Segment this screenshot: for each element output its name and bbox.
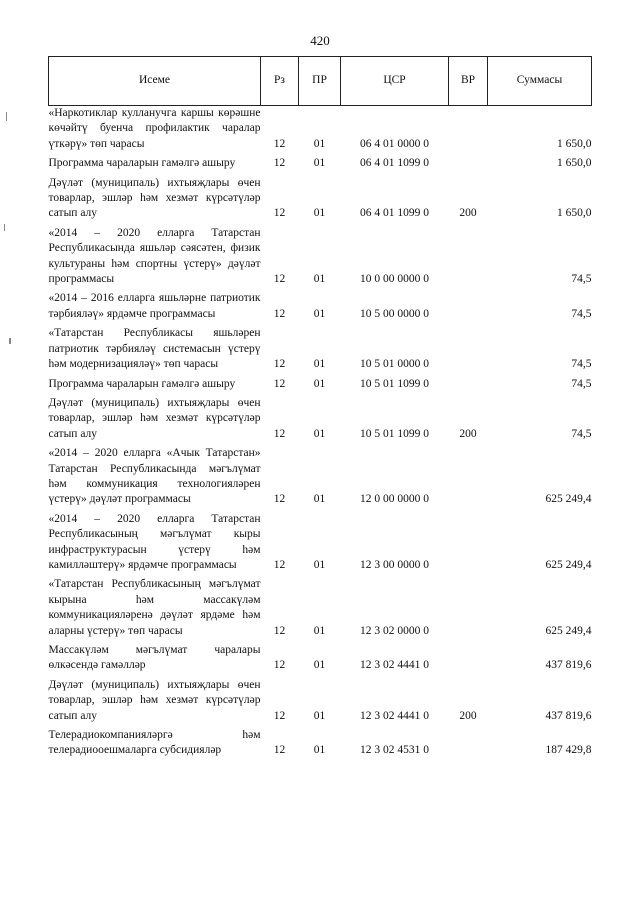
- header-csr: ЦСР: [341, 57, 449, 106]
- table-row: [49, 512, 592, 578]
- row-sum: 1 650,0: [557, 137, 592, 150]
- row-rz: 12: [273, 558, 286, 571]
- row-csr: 12 3 02 0000 0: [360, 624, 429, 637]
- row-csr: 12 3 02 4441 0: [360, 709, 429, 722]
- row-vr: 200: [459, 207, 477, 220]
- row-pr: 01: [313, 273, 326, 286]
- table-row: [49, 678, 592, 728]
- header-name: Исеме: [49, 57, 261, 106]
- row-pr: 01: [313, 137, 326, 150]
- header-pr: ПР: [299, 57, 341, 106]
- row-rz: 12: [273, 624, 286, 637]
- scan-speck: [6, 112, 7, 121]
- row-rz: 12: [273, 307, 286, 320]
- row-vr: [449, 291, 488, 326]
- row-vr: [449, 226, 488, 292]
- row-sum: 1 650,0: [557, 207, 592, 220]
- table-row: [49, 291, 592, 326]
- row-csr: 12 3 02 4531 0: [360, 744, 429, 757]
- table-row: [49, 396, 592, 446]
- row-pr: 01: [313, 624, 326, 637]
- table-row: [49, 643, 592, 678]
- row-vr: 200: [459, 427, 477, 440]
- row-pr: 01: [313, 558, 326, 571]
- row-vr: 200: [459, 709, 477, 722]
- row-csr: 10 5 01 1099 0: [360, 427, 429, 440]
- row-csr: 10 5 00 0000 0: [360, 307, 429, 320]
- row-name: «Татарстан Республикасының мәгълүмат кырына һәм массакүләм коммуникацияләренә дәүләт ярдәме һәм аларны үстерү» төп чарасы: [48, 578, 261, 637]
- row-vr: [449, 446, 488, 512]
- row-sum: 74,5: [571, 358, 592, 371]
- table-header-row: [49, 57, 592, 106]
- row-sum: 1 650,0: [557, 157, 592, 170]
- row-rz: 12: [273, 659, 286, 672]
- row-sum: 74,5: [571, 273, 592, 286]
- row-rz: 12: [273, 273, 286, 286]
- row-vr: [449, 156, 488, 175]
- row-name: Дәүләт (муниципаль) ихтыяҗлары өчен товарлар, эшләр һәм хезмәт күрсәтүләр сатып алу: [48, 176, 261, 220]
- row-csr: 06 4 01 0000 0: [360, 137, 429, 150]
- row-vr: [449, 577, 488, 643]
- row-name: Программа чараларын гамәлгә ашыру: [48, 157, 236, 170]
- row-pr: 01: [313, 358, 326, 371]
- row-csr: 12 3 02 4441 0: [360, 659, 429, 672]
- row-name: Телерадиокомпанияләргә һәм телерадиооешмаларга субсидияләр: [48, 729, 261, 757]
- row-sum: 187 429,8: [545, 744, 592, 757]
- row-pr: 01: [313, 427, 326, 440]
- row-pr: 01: [313, 493, 326, 506]
- table-row: [49, 106, 592, 157]
- budget-table: [48, 56, 592, 763]
- row-rz: 12: [273, 744, 286, 757]
- row-rz: 12: [273, 137, 286, 150]
- table-row: [49, 176, 592, 226]
- row-csr: 10 5 01 0000 0: [360, 358, 429, 371]
- row-csr: 06 4 01 1099 0: [360, 157, 429, 170]
- row-name: «2014 – 2020 елларга «Ачык Татарстан» Татарстан Республикасында мәгълүмат һәм коммуникация технологияләрен үстерү» дәүләт программасы: [48, 447, 261, 506]
- row-pr: 01: [313, 709, 326, 722]
- row-name: Массакүләм мәгълүмат чаралары өлкәсендә гамәлләр: [48, 644, 261, 672]
- table-row: [49, 326, 592, 376]
- row-vr: [449, 512, 488, 578]
- table-row: [49, 728, 592, 763]
- row-pr: 01: [313, 307, 326, 320]
- row-sum: 74,5: [571, 427, 592, 440]
- row-sum: 437 819,6: [545, 659, 592, 672]
- row-name: «2014 – 2016 елларга яшьләрне патриотик тәрбияләү» ярдәмче программасы: [48, 292, 261, 320]
- row-csr: 06 4 01 1099 0: [360, 207, 429, 220]
- row-name: Дәүләт (муниципаль) ихтыяҗлары өчен товарлар, эшләр һәм хезмәт күрсәтүләр сатып алу: [48, 678, 261, 722]
- row-rz: 12: [273, 377, 286, 390]
- row-pr: 01: [313, 157, 326, 170]
- row-csr: 10 0 00 0000 0: [360, 273, 429, 286]
- row-vr: [449, 377, 488, 396]
- row-sum: 74,5: [571, 377, 592, 390]
- row-csr: 10 5 01 1099 0: [360, 377, 429, 390]
- header-sum: Суммасы: [488, 57, 592, 106]
- row-sum: 625 249,4: [545, 624, 592, 637]
- row-vr: [449, 106, 488, 157]
- header-vr: ВР: [449, 57, 488, 106]
- row-sum: 437 819,6: [545, 709, 592, 722]
- row-csr: 12 0 00 0000 0: [360, 493, 429, 506]
- row-pr: 01: [313, 377, 326, 390]
- table-row: [49, 156, 592, 175]
- row-sum: 625 249,4: [545, 493, 592, 506]
- row-rz: 12: [273, 427, 286, 440]
- row-rz: 12: [273, 358, 286, 371]
- row-name: «2014 – 2020 елларга Татарстан Республикасында яшьләр сәясәтен, физик культураны һәм спортны үстерү» дәүләт программасы: [48, 226, 261, 286]
- row-sum: 74,5: [571, 307, 592, 320]
- row-csr: 12 3 00 0000 0: [360, 558, 429, 571]
- row-rz: 12: [273, 709, 286, 722]
- row-vr: [449, 643, 488, 678]
- row-vr: [449, 728, 488, 763]
- row-pr: 01: [313, 659, 326, 672]
- row-rz: 12: [273, 493, 286, 506]
- row-sum: 625 249,4: [545, 558, 592, 571]
- row-name: Дәүләт (муниципаль) ихтыяҗлары өчен товарлар, эшләр һәм хезмәт күрсәтүләр сатып алу: [48, 396, 261, 440]
- row-rz: 12: [273, 207, 286, 220]
- scan-speck: [4, 224, 5, 231]
- row-name: «Татарстан Республикасы яшьләрен патриотик тәрбияләү системасын үстерү һәм модернизацияләү» төп чарасы: [48, 327, 261, 371]
- table-row: [49, 446, 592, 512]
- row-name: Программа чараларын гамәлгә ашыру: [48, 377, 236, 390]
- table-row: [49, 577, 592, 643]
- row-pr: 01: [313, 744, 326, 757]
- page-number: 420: [310, 33, 330, 48]
- row-pr: 01: [313, 207, 326, 220]
- row-vr: [449, 326, 488, 376]
- scan-speck: [9, 338, 11, 344]
- row-rz: 12: [273, 157, 286, 170]
- table-row: [49, 226, 592, 292]
- header-rz: Рз: [261, 57, 299, 106]
- row-name: «2014 – 2020 елларга Татарстан Республикасының мәгълүмат кыры инфраструктурасын үстерү һәм камилләштерү» ярдәмче программасы: [48, 512, 261, 571]
- row-name: «Наркотиклар кулланучга каршы көрәшне көчәйтү буенча профилактик чаралар үткәрү» төп чарасы: [48, 107, 261, 150]
- table-row: [49, 377, 592, 396]
